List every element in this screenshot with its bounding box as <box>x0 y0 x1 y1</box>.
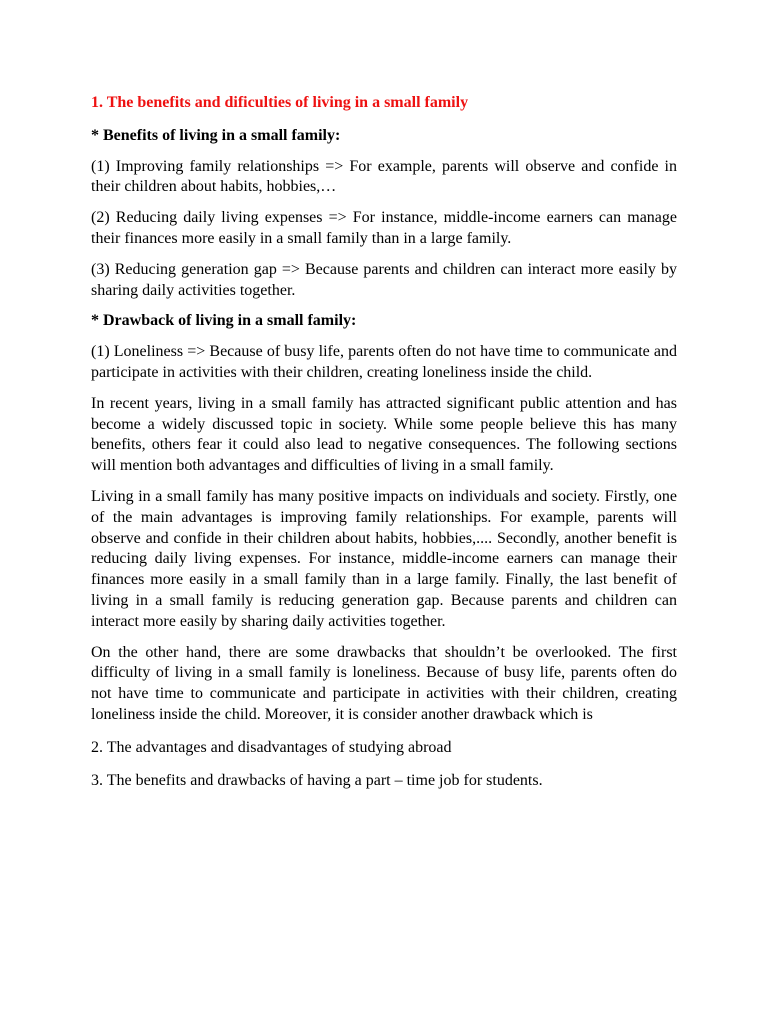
section-2-title: 2. The advantages and disadvantages of studying abroad <box>91 738 452 756</box>
document-page <box>91 93 677 801</box>
section-1-title: 1. The benefits and dificulties of living in a small family <box>91 94 469 111</box>
benefits-heading: * Benefits of living in a small family: <box>91 126 341 144</box>
drawback-heading: * Drawback of living in a small family: <box>91 312 357 330</box>
intro-paragraph: In recent years, living in a small family has attracted significant public attention and has become a widely discussed topic in society. While some people believe this has many benefits, others fear it could also lead to negative consequences. The following sections will mention both advantages and difficulties of living in a small family. <box>91 394 677 475</box>
drawback-item-1: (1) Loneliness => Because of busy life, parents often do not have time to communicate and participate in activities with their children, creating loneliness inside the child. <box>91 343 677 381</box>
benefit-item-2: (2) Reducing daily living expenses => For instance, middle-income earners can manage their finances more easily in a small family than in a large family. <box>91 209 677 247</box>
section-3-title: 3. The benefits and drawbacks of having a part – time job for students. <box>91 771 543 789</box>
drawbacks-paragraph: On the other hand, there are some drawbacks that shouldn’t be overlooked. The first difficulty of living in a small family is loneliness. Because of busy life, parents often do not have time to communicate and participate in activities with their children, creating loneliness inside the child. Moreover, it is consider another drawback which is <box>91 643 677 723</box>
benefit-item-3: (3) Reducing generation gap => Because parents and children can interact more easily by sharing daily activities together. <box>91 260 677 299</box>
benefit-item-1: (1) Improving family relationships => For example, parents will observe and confide in their children about habits, hobbies,… <box>91 157 677 196</box>
benefits-paragraph: Living in a small family has many positive impacts on individuals and society. Firstly, one of the main advantages is improving family relationships. For example, parents will observe and confide in their children about habits, hobbies,.... Secondly, another benefit is reducing daily living expenses. For instance, middle-income earners can manage their finances more easily in a small family than in a large family. Finally, the last benefit of living in a small family is reducing generation gap. Because parents and children can interact more easily by sharing daily activities together. <box>91 487 677 630</box>
